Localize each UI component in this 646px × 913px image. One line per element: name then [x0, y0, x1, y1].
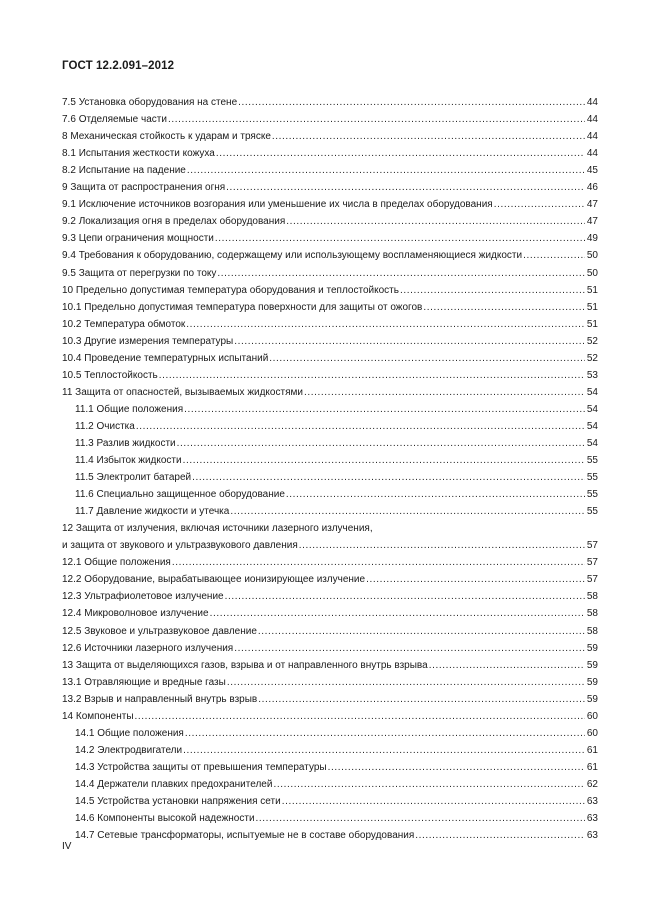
toc-entry-number: 10.4	[62, 352, 82, 364]
toc-entry-page: 54	[586, 403, 598, 415]
toc-dot-leader	[273, 779, 585, 791]
toc-dot-leader	[192, 472, 585, 484]
toc-entry-label	[62, 813, 255, 825]
toc-dot-leader	[159, 370, 585, 382]
toc-entry-number: 12.5	[62, 625, 82, 637]
toc-entry-title: Устройства установки напряжения сети	[97, 795, 281, 807]
toc-entry-page: 63	[586, 795, 598, 807]
toc-entry-page: 49	[586, 233, 598, 245]
toc-entry-title: Испытание на падение	[78, 165, 186, 177]
toc-entry-label	[62, 370, 158, 382]
toc-entry-page: 63	[586, 813, 598, 825]
toc-entry-number: 12.6	[62, 642, 82, 654]
toc-entry-title: Очистка	[96, 420, 135, 432]
toc-entry[interactable]	[62, 484, 598, 501]
toc-entry-page: 60	[586, 727, 598, 739]
toc-entry-label	[62, 182, 225, 194]
toc-dot-leader	[168, 114, 585, 126]
toc-entry[interactable]	[62, 365, 598, 382]
toc-entry-number: 9.1	[62, 199, 76, 211]
toc-entry-title: Защита от излучения, включая источники лазерного излучения,	[75, 523, 373, 535]
toc-entry-label	[62, 830, 414, 842]
toc-entry-label	[62, 319, 185, 331]
toc-dot-leader	[304, 387, 585, 399]
toc-entry-page: 51	[586, 318, 598, 330]
toc-entry-title: Микроволновое излучение	[84, 608, 209, 620]
toc-entry-page: 55	[586, 472, 598, 484]
toc-dot-leader	[282, 796, 585, 808]
toc-entry-number: 11.1	[75, 403, 94, 415]
toc-entry-page: 59	[586, 693, 598, 705]
toc-entry[interactable]	[62, 331, 598, 348]
toc-entry-number: 7.6	[62, 114, 76, 126]
toc-entry-title: Отделяемые части	[78, 114, 167, 126]
toc-entry[interactable]	[62, 825, 598, 842]
toc-entry-number: 10.5	[62, 369, 82, 381]
toc-entry-label	[62, 472, 191, 484]
toc-entry[interactable]	[62, 723, 598, 740]
toc-entry[interactable]	[62, 314, 598, 331]
toc-entry[interactable]	[62, 791, 598, 808]
toc-entry[interactable]	[62, 211, 598, 228]
toc-entry-title: Компоненты высокой надежности	[97, 813, 255, 825]
toc-dot-leader	[234, 336, 585, 348]
toc-entry[interactable]	[62, 245, 598, 262]
toc-dot-leader	[225, 591, 585, 603]
toc-dot-leader	[184, 404, 585, 416]
toc-entry-label	[62, 455, 182, 467]
toc-entry-page: 44	[586, 148, 598, 160]
toc-entry-title: Цепи ограничения мощности	[78, 233, 214, 245]
toc-entry-number: 9.5	[62, 267, 76, 279]
toc-entry-page: 44	[586, 114, 598, 126]
toc-entry[interactable]	[62, 655, 598, 672]
toc-entry-number: 14.5	[75, 795, 95, 807]
toc-dot-leader	[135, 711, 585, 723]
toc-entry-label	[62, 285, 399, 297]
toc-dot-leader	[256, 813, 585, 825]
toc-dot-leader	[400, 285, 585, 297]
toc-entry-number: 9.3	[62, 233, 76, 245]
toc-entry-label	[62, 762, 327, 774]
toc-entry-title: Общие положения	[84, 557, 171, 569]
toc-entry[interactable]	[62, 126, 598, 143]
toc-entry-page: 55	[586, 489, 598, 501]
toc-dot-leader	[172, 557, 585, 569]
toc-entry-number: 12.1	[62, 557, 82, 569]
toc-entry[interactable]	[62, 228, 598, 245]
toc-entry[interactable]	[62, 160, 598, 177]
toc-entry-title: Установка оборудования на стене	[78, 97, 238, 109]
toc-entry-number: 10	[62, 284, 74, 296]
toc-entry-label	[62, 745, 182, 757]
toc-entry-page: 52	[586, 335, 598, 347]
toc-entry-title: Взрыв и направленный внутрь взрыв	[84, 693, 258, 705]
toc-entry-label	[62, 216, 285, 228]
toc-entry[interactable]	[62, 416, 598, 433]
toc-entry-number: 10.3	[62, 335, 82, 347]
toc-dot-leader	[185, 728, 585, 740]
toc-entry-number: 12	[62, 523, 74, 535]
toc-entry-title-line1	[62, 520, 598, 537]
toc-entry[interactable]	[62, 194, 598, 211]
toc-entry-label	[62, 660, 428, 672]
toc-entry-page: 61	[586, 744, 598, 756]
toc-entry-page: 58	[586, 608, 598, 620]
toc-entry-page: 63	[586, 830, 598, 842]
toc-entry-title: Общие положения	[96, 403, 184, 415]
toc-entry-label	[62, 336, 233, 348]
toc-entry-title: Общие положения	[97, 727, 184, 739]
toc-entry-page: 62	[586, 778, 598, 790]
toc-entry[interactable]	[62, 433, 598, 450]
page-number: IV	[62, 841, 72, 852]
toc-entry-number: 14.3	[75, 761, 95, 773]
toc-dot-leader	[226, 182, 585, 194]
toc-entry-number: 10.1	[62, 301, 82, 313]
toc-entry[interactable]	[62, 109, 598, 126]
toc-entry-label	[62, 608, 209, 620]
toc-entry-number: 14.7	[75, 830, 95, 842]
toc-entry-label	[62, 677, 226, 689]
toc-dot-leader	[258, 694, 585, 706]
toc-entry[interactable]	[62, 586, 598, 603]
toc-entry-page: 60	[586, 710, 598, 722]
toc-entry-label	[62, 131, 271, 143]
toc-entry-page: 55	[586, 506, 598, 518]
toc-dot-leader	[227, 677, 585, 689]
toc-entry-title: Другие измерения температуры	[84, 335, 234, 347]
toc-entry-number: 8.1	[62, 148, 76, 160]
toc-entry-label	[62, 421, 135, 433]
toc-entry-number: 9.2	[62, 216, 76, 228]
toc-entry-number: 7.5	[62, 97, 76, 109]
toc-entry-title: Звуковое и ультразвуковое давление	[84, 625, 257, 637]
toc-entry[interactable]	[62, 603, 598, 620]
toc-entry[interactable]	[62, 177, 598, 194]
toc-entry-label	[62, 506, 229, 518]
toc-entry[interactable]	[62, 348, 598, 365]
toc-entry-number: 11.5	[75, 472, 94, 484]
toc-entry-title: Требования к оборудованию, содержащему или использующему воспламеняющиеся жидкости	[78, 250, 523, 262]
toc-dot-leader	[286, 489, 585, 501]
toc-dot-leader	[494, 199, 585, 211]
toc-entry-number: 9.4	[62, 250, 76, 262]
toc-entry[interactable]	[62, 262, 598, 279]
toc-entry-number: 14.1	[75, 727, 95, 739]
toc-entry-label	[62, 268, 216, 280]
toc-entry-number: 11.4	[75, 455, 94, 467]
toc-entry-page: 57	[586, 540, 598, 552]
toc-entry-page: 51	[586, 284, 598, 296]
toc-dot-leader	[136, 421, 585, 433]
toc-entry-title: Электролит батарей	[96, 472, 192, 484]
toc-entry-number: 11.6	[75, 489, 94, 501]
toc-entry-title: Исключение источников возгорания или уменьшение их числа в пределах оборудования	[78, 199, 493, 211]
toc-entry[interactable]	[62, 740, 598, 757]
toc-entry-title: Специально защищенное оборудование	[96, 489, 285, 501]
toc-entry-label	[62, 643, 233, 655]
toc-entry[interactable]	[62, 552, 598, 569]
toc-entry-page: 57	[586, 574, 598, 586]
toc-entry-title: Разлив жидкости	[96, 437, 176, 449]
toc-entry[interactable]	[62, 382, 598, 399]
toc-entry-label	[62, 626, 257, 638]
toc-entry-title: Проведение температурных испытаний	[84, 352, 269, 364]
toc-entry-page: 47	[586, 199, 598, 211]
toc-entry-title: Испытания жесткости кожуха	[78, 148, 215, 160]
toc-entry-page: 53	[586, 369, 598, 381]
toc-entry-number: 11.3	[75, 437, 94, 449]
toc-entry[interactable]	[62, 297, 598, 314]
toc-entry-title: Механическая стойкость к ударам и тряске	[70, 131, 271, 143]
page-header-standard: ГОСТ 12.2.091–2012	[62, 60, 175, 72]
toc-entry-page: 51	[586, 301, 598, 313]
toc-dot-leader	[187, 165, 585, 177]
toc-entry-title: Электродвигатели	[97, 744, 183, 756]
toc-entry-number: 13.2	[62, 693, 82, 705]
toc-entry-title: Оборудование, вырабатывающее ионизирующее излучение	[84, 574, 366, 586]
toc-dot-leader	[286, 216, 585, 228]
toc-entry-label	[62, 250, 522, 262]
toc-entry-page: 58	[586, 591, 598, 603]
toc-dot-leader	[215, 233, 585, 245]
toc-dot-leader	[299, 540, 585, 552]
toc-entry-label	[62, 302, 422, 314]
toc-entry-label	[62, 574, 365, 586]
toc-entry[interactable]	[62, 620, 598, 637]
toc-entry-number: 12.3	[62, 591, 82, 603]
toc-entry-title: Отравляющие и вредные газы	[84, 676, 226, 688]
toc-entry-page: 61	[586, 761, 598, 773]
toc-entry-page: 54	[586, 386, 598, 398]
toc-entry-title: Локализация огня в пределах оборудования	[78, 216, 286, 228]
toc-dot-leader	[272, 131, 585, 143]
toc-dot-leader	[238, 97, 585, 109]
toc-entry-title: Защита от перегрузки по току	[78, 267, 217, 279]
toc-entry[interactable]	[62, 638, 598, 655]
toc-entry-label	[62, 233, 214, 245]
toc-entry-label	[62, 489, 285, 501]
toc-entry-number: 9	[62, 182, 68, 194]
toc-entry[interactable]	[62, 92, 598, 109]
toc-entry[interactable]	[62, 450, 598, 467]
toc-entry-label	[62, 779, 272, 791]
toc-entry-page: 55	[586, 455, 598, 467]
toc-entry[interactable]	[62, 143, 598, 160]
toc-entry-title-line2	[62, 535, 598, 552]
toc-entry-page: 59	[586, 659, 598, 671]
toc-entry[interactable]	[62, 706, 598, 723]
toc-entry-label	[62, 387, 303, 399]
toc-entry-page: 54	[586, 420, 598, 432]
toc-dot-leader	[217, 268, 585, 280]
toc-entry-number: 13	[62, 659, 74, 671]
toc-entry-label	[62, 728, 184, 740]
toc-entry-number: 10.2	[62, 318, 82, 330]
toc-entry[interactable]	[62, 518, 598, 552]
toc-entry-title: Ультрафиолетовое излучение	[84, 591, 224, 603]
toc-dot-leader	[423, 302, 585, 314]
toc-entry[interactable]	[62, 467, 598, 484]
toc-entry[interactable]	[62, 672, 598, 689]
toc-entry-page: 50	[586, 267, 598, 279]
toc-entry-number: 8.2	[62, 165, 76, 177]
toc-entry-title: Давление жидкости и утечка	[96, 506, 230, 518]
toc-entry-number: 13.1	[62, 676, 82, 688]
toc-entry-page: 47	[586, 216, 598, 228]
toc-entry-page: 50	[586, 250, 598, 262]
toc-entry-title: Сетевые трансформаторы, испытуемые не в составе оборудования	[97, 830, 415, 842]
toc-entry-number: 8	[62, 131, 68, 143]
toc-entry-page: 45	[586, 165, 598, 177]
toc-entry-page: 46	[586, 182, 598, 194]
toc-dot-leader	[523, 250, 585, 262]
toc-entry-title: Теплостойкость	[84, 369, 158, 381]
toc-entry-label	[62, 711, 134, 723]
toc-entry-page: 59	[586, 642, 598, 654]
toc-entry-title: Предельно допустимая температура оборудования и теплостойкость	[75, 284, 399, 296]
toc-dot-leader	[234, 643, 585, 655]
toc-entry-title: Держатели плавких предохранителей	[97, 778, 273, 790]
toc-entry-title-continued: и защита от звукового и ультразвукового давления	[62, 540, 298, 552]
toc-entry[interactable]	[62, 280, 598, 297]
toc-dot-leader	[269, 353, 585, 365]
toc-entry-label	[62, 114, 167, 126]
toc-entry-title: Защита от распространения огня	[70, 182, 226, 194]
toc-dot-leader	[186, 319, 585, 331]
toc-entry[interactable]	[62, 774, 598, 791]
toc-entry-number: 11.7	[75, 506, 94, 518]
toc-dot-leader	[183, 455, 585, 467]
toc-entry-label	[62, 97, 237, 109]
toc-entry-page: 59	[586, 676, 598, 688]
toc-entry-title: Устройства защиты от превышения температуры	[97, 761, 327, 773]
toc-entry-label	[62, 165, 186, 177]
toc-entry-title: Источники лазерного излучения	[84, 642, 234, 654]
toc-dot-leader	[429, 660, 585, 672]
toc-dot-leader	[366, 574, 585, 586]
toc-entry-label	[62, 694, 257, 706]
toc-entry-number: 14.2	[75, 744, 95, 756]
toc-entry-label	[62, 199, 493, 211]
toc-dot-leader	[216, 148, 585, 160]
toc-entry-page: 58	[586, 625, 598, 637]
toc-entry-title: Компоненты	[75, 710, 134, 722]
toc-entry-page: 44	[586, 97, 598, 109]
toc-dot-leader	[258, 626, 585, 638]
toc-entry-title: Температура обмоток	[84, 318, 186, 330]
toc-entry-number: 12.4	[62, 608, 82, 620]
toc-entry-number: 11	[62, 386, 73, 398]
toc-entry-page: 57	[586, 557, 598, 569]
toc-entry-number: 14.6	[75, 813, 95, 825]
toc-entry-title: Предельно допустимая температура поверхности для защиты от ожогов	[84, 301, 423, 313]
toc-entry-number: 11.2	[75, 420, 94, 432]
toc-entry-title: Избыток жидкости	[96, 455, 182, 467]
toc-dot-leader	[177, 438, 585, 450]
toc-entry-label	[62, 557, 171, 569]
toc-entry[interactable]	[62, 569, 598, 586]
toc-entry-label	[62, 148, 215, 160]
table-of-contents	[62, 92, 598, 842]
toc-entry-title: Защита от опасностей, вызываемых жидкостями	[75, 386, 303, 398]
toc-dot-leader	[230, 506, 585, 518]
toc-entry-number: 14	[62, 710, 74, 722]
toc-entry-number: 14.4	[75, 778, 95, 790]
toc-entry-label	[62, 353, 268, 365]
toc-entry[interactable]	[62, 689, 598, 706]
toc-entry-number: 12.2	[62, 574, 82, 586]
toc-entry[interactable]	[62, 501, 598, 518]
toc-dot-leader	[415, 830, 585, 842]
toc-dot-leader	[183, 745, 585, 757]
toc-entry-label	[62, 591, 224, 603]
toc-entry-label	[62, 404, 183, 416]
toc-entry[interactable]	[62, 808, 598, 825]
toc-dot-leader	[210, 608, 585, 620]
toc-entry-label	[62, 438, 176, 450]
toc-entry-page: 52	[586, 352, 598, 364]
toc-entry-label	[62, 796, 281, 808]
toc-entry-page: 54	[586, 437, 598, 449]
toc-entry[interactable]	[62, 399, 598, 416]
toc-dot-leader	[328, 762, 585, 774]
toc-entry[interactable]	[62, 757, 598, 774]
toc-entry-page: 44	[586, 131, 598, 143]
toc-entry-title: Защита от выделяющихся газов, взрыва и от направленного внутрь взрыва	[75, 659, 428, 671]
